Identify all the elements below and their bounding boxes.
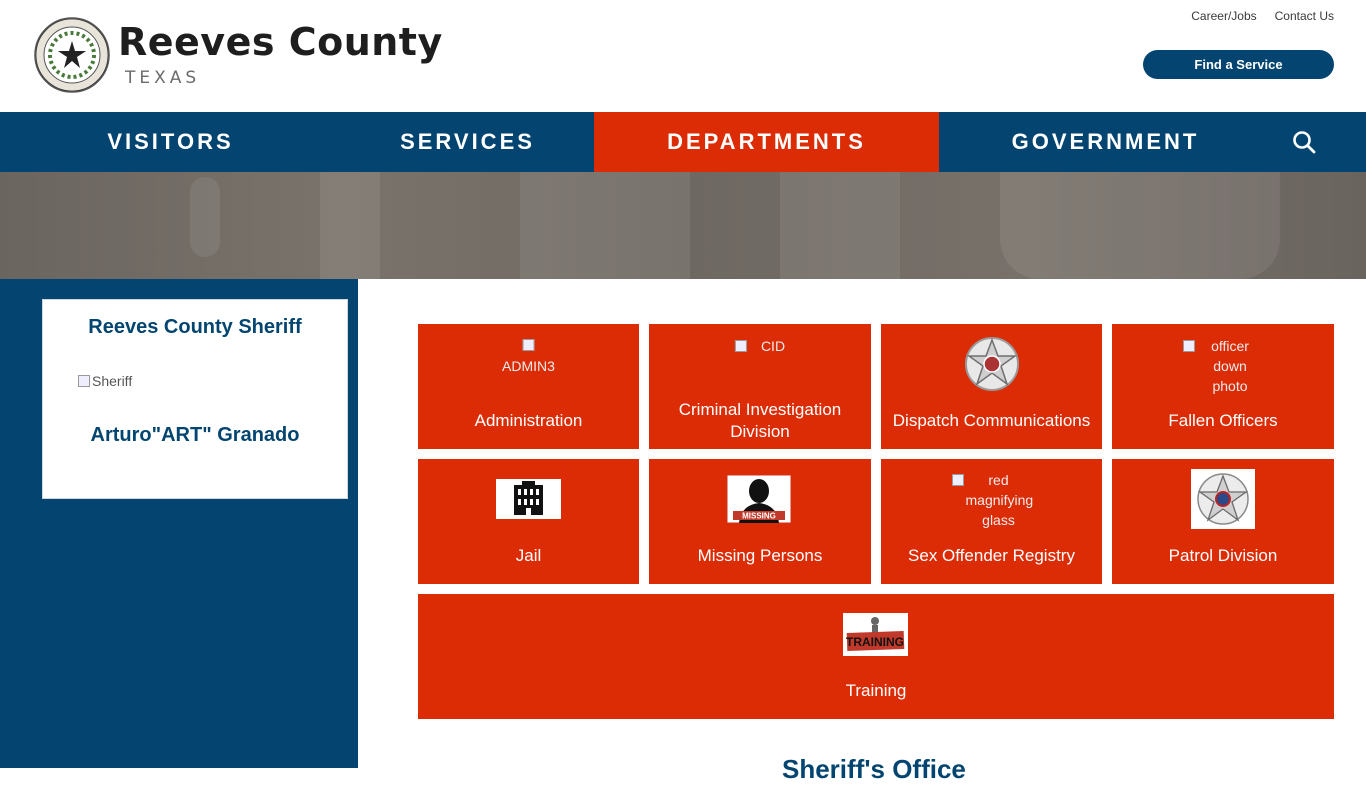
tile-training[interactable] (418, 594, 1334, 719)
tile-label: Training (845, 681, 907, 700)
nav-government[interactable]: GOVERNMENT (1011, 129, 1200, 154)
training-logo (843, 613, 908, 656)
svg-text:TRAINING: TRAINING (846, 635, 904, 649)
broken-image-icon (952, 474, 964, 486)
tile-missing-persons[interactable] (649, 459, 871, 584)
tile-label: Sex Offender Registry (908, 546, 1075, 565)
tile-label: Dispatch Communications (892, 411, 1091, 430)
utility-links (1191, 9, 1334, 23)
tile-patrol-division[interactable] (1112, 459, 1334, 584)
broken-image-icon (735, 340, 747, 352)
sheriff-photo-alt: Sheriff (92, 373, 133, 389)
tile-label: Administration (474, 411, 583, 430)
tile-fallen-officers[interactable] (1112, 324, 1334, 449)
broken-image-icon (1183, 340, 1195, 352)
tile-sex-offender-registry[interactable] (881, 459, 1102, 584)
tile-label: Criminal Investigation Division (678, 400, 842, 441)
find-service-button[interactable]: Find a Service (1143, 50, 1334, 79)
broken-image-icon (78, 375, 90, 387)
tile-label: Patrol Division (1168, 546, 1278, 565)
sheriff-card-title: Reeves County Sheriff (88, 316, 302, 338)
broken-image-icon (523, 339, 535, 351)
sheriff-photo (78, 373, 132, 389)
sheriff-name: Arturo"ART" Granado (90, 424, 300, 446)
site-header (0, 0, 1366, 112)
section-heading: Sheriff's Office (782, 754, 966, 784)
tile-dispatch[interactable] (881, 324, 1102, 449)
site-title[interactable]: Reeves County (118, 20, 443, 64)
svg-text:MISSING: MISSING (742, 511, 776, 521)
cid-image: CID (735, 336, 785, 356)
missing-person-icon (727, 475, 791, 523)
site-subtitle: TEXAS (125, 68, 201, 88)
tile-label: Missing Persons (697, 546, 823, 565)
careers-link[interactable]: Career/Jobs (1191, 9, 1257, 23)
sex-offender-image: red magnifying glass (952, 470, 1032, 530)
nav-services[interactable]: SERVICES (400, 129, 535, 154)
tile-label: Fallen Officers (1168, 411, 1278, 430)
sheriff-star-icon (1191, 469, 1255, 529)
nav-visitors[interactable]: VISITORS (107, 129, 234, 154)
admin-image: ADMIN3 (502, 336, 555, 376)
search-icon[interactable] (1292, 130, 1316, 154)
jail-building-icon (496, 479, 561, 519)
tile-administration[interactable] (418, 324, 639, 449)
hero-banner (0, 172, 1366, 279)
tile-jail[interactable] (418, 459, 639, 584)
fallen-officers-image: officer down photo (1183, 336, 1263, 396)
nav-departments[interactable]: DEPARTMENTS (594, 112, 939, 172)
sheriff-card (42, 299, 348, 499)
tile-criminal-investigation[interactable] (649, 324, 871, 449)
county-seal-icon[interactable] (34, 17, 110, 93)
tile-label: Jail (515, 546, 542, 565)
sheriff-star-icon (961, 334, 1023, 394)
contact-link[interactable]: Contact Us (1274, 9, 1334, 23)
main-nav (0, 112, 1366, 172)
